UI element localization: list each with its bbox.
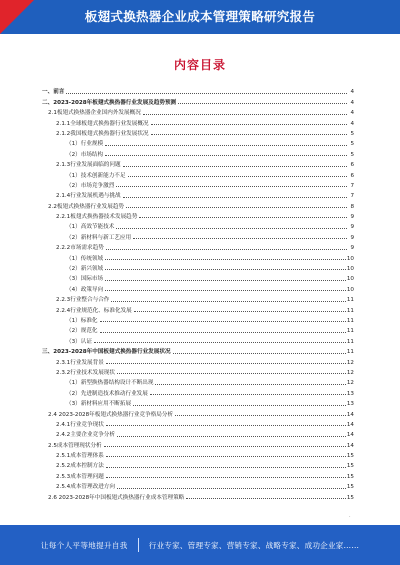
toc-entry-label: 2.5.1成本管理体系	[56, 453, 104, 460]
toc-leader-dots	[175, 414, 346, 416]
toc-entry-label: （3）认证	[66, 338, 92, 345]
toc-leader-dots	[100, 320, 346, 322]
toc-entry[interactable]	[42, 220, 354, 230]
toc-entry-page: 15	[346, 473, 354, 480]
page-marker: .	[349, 513, 351, 519]
toc-leader-dots	[94, 341, 346, 343]
toc-entry-page: 13	[346, 401, 354, 408]
toc-leader-dots	[134, 310, 346, 312]
toc-leader-dots	[173, 352, 346, 354]
toc-entry-page: 9	[350, 234, 354, 241]
toc-entry-label: 2.1.4行业发展机遇与挑战	[56, 193, 121, 200]
toc-entry-page: 10	[346, 266, 354, 273]
toc-entry[interactable]	[42, 230, 354, 240]
toc-entry-label: （1）行业规模	[66, 141, 104, 148]
toc-leader-dots	[123, 196, 347, 198]
toc-entry[interactable]	[42, 334, 354, 344]
toc-leader-dots	[106, 424, 346, 426]
toc-entry[interactable]	[42, 158, 354, 168]
toc-entry[interactable]	[42, 179, 354, 189]
toc-entry-page: 12	[346, 369, 354, 376]
toc-leader-dots	[151, 123, 347, 125]
toc-entry[interactable]	[42, 314, 354, 324]
toc-entry[interactable]	[42, 168, 354, 178]
footer-bar	[0, 525, 400, 565]
toc-entry-page: 6	[350, 162, 354, 169]
toc-entry-label: （1）高效节能技术	[66, 224, 115, 231]
toc-entry[interactable]	[42, 199, 354, 209]
toc-entry[interactable]	[42, 438, 354, 448]
toc-entry-label: 一、前言	[42, 89, 65, 96]
toc-leader-dots	[111, 300, 345, 302]
toc-entry[interactable]	[42, 147, 354, 157]
toc-entry-label: （2）新材料与新工艺应用	[66, 234, 132, 241]
footer-divider	[138, 538, 139, 552]
toc-leader-dots	[151, 133, 347, 135]
toc-entry[interactable]	[42, 480, 354, 490]
toc-entry-label: （1）标准化	[66, 317, 98, 324]
toc-entry-page: 13	[346, 390, 354, 397]
table-of-contents	[42, 85, 354, 501]
toc-entry[interactable]	[42, 106, 354, 116]
toc-entry-page: 15	[346, 494, 354, 501]
toc-leader-dots	[105, 154, 347, 156]
toc-entry-page: 15	[346, 463, 354, 470]
toc-entry-label: 2.5成本管理现状分析	[48, 442, 102, 449]
toc-entry-label: 2.4 2023-2028年板翅式换热器行业竞争格局分析	[48, 411, 174, 418]
toc-leader-dots	[105, 144, 347, 146]
toc-leader-dots	[106, 455, 346, 457]
toc-entry-page: 11	[346, 328, 354, 335]
toc-leader-dots	[117, 435, 346, 437]
toc-entry-label: 2.2.3行业整合与合作	[56, 297, 110, 304]
toc-entry-page: 9	[350, 214, 354, 221]
toc-leader-dots	[150, 393, 346, 395]
toc-entry-label: （1）新型换热器结构设计不断出现	[66, 380, 154, 387]
toc-entry[interactable]	[42, 490, 354, 500]
toc-entry-label: 2.2.1板翅式换热器技术发展趋势	[56, 214, 138, 221]
toc-leader-dots	[105, 279, 346, 281]
toc-entry-page: 4	[350, 110, 354, 117]
toc-entry-page: 6	[350, 172, 354, 179]
toc-entry[interactable]	[42, 366, 354, 376]
toc-entry-label: （3）国际市场	[66, 276, 104, 283]
footer-experts: 行业专家、管理专家、营销专家、战略专家、成功企业家……	[148, 540, 360, 550]
toc-leader-dots	[105, 289, 346, 291]
toc-leader-dots	[105, 258, 346, 260]
toc-leader-dots	[155, 383, 345, 385]
toc-entry-label: 2.1.1全球板翅式换热器行业发展概况	[56, 120, 149, 127]
toc-entry-page: 9	[350, 245, 354, 252]
toc-entry-label: 2.5.4成本管理改进方向	[56, 484, 115, 491]
toc-entry-label: 2.5.2成本控制方法	[56, 463, 104, 470]
toc-entry-label: 2.2.4行业规范化、标准化发展	[56, 307, 132, 314]
document-title: 板翅式换热器企业成本管理策略研究报告	[84, 9, 316, 24]
toc-entry-label: 2.4.2主要企业竞争分析	[56, 432, 115, 439]
toc-entry[interactable]	[42, 376, 354, 386]
toc-leader-dots	[116, 227, 347, 229]
toc-entry[interactable]	[42, 293, 354, 303]
toc-entry[interactable]	[42, 189, 354, 199]
toc-entry-label: （3）新材料应用不断拓展	[66, 401, 132, 408]
toc-entry-label: 2.4.1行业竞争现状	[56, 421, 104, 428]
toc-entry[interactable]	[42, 459, 354, 469]
toc-leader-dots	[178, 102, 347, 104]
toc-entry[interactable]	[42, 345, 354, 355]
toc-entry-label: 二、2023-2028年板翅式换热器行业发展及趋势预测	[42, 99, 177, 106]
toc-entry[interactable]	[42, 449, 354, 459]
toc-entry[interactable]	[42, 116, 354, 126]
toc-entry-label: 2.1板翅式换热器企业国内外发展概况	[48, 110, 141, 117]
header-bar	[0, 0, 400, 34]
toc-entry-label: 2.2.2市场需求趋势	[56, 245, 104, 252]
toc-entry-page: 14	[346, 411, 354, 418]
toc-entry[interactable]	[42, 428, 354, 438]
toc-entry[interactable]	[42, 210, 354, 220]
toc-entry-label: （2）市场竞争激烈	[66, 182, 115, 189]
toc-entry-page: 5	[350, 130, 354, 137]
toc-entry-label: （1）传统领域	[66, 255, 104, 262]
toc-entry-label: 2.2板翅式换热器行业发展趋势	[48, 203, 125, 210]
toc-leader-dots	[116, 185, 347, 187]
toc-leader-dots	[106, 476, 346, 478]
toc-entry-label: 2.5.3成本管理问题	[56, 473, 104, 480]
toc-entry-page: 10	[346, 286, 354, 293]
toc-entry[interactable]	[42, 251, 354, 261]
toc-leader-dots	[105, 268, 346, 270]
toc-leader-dots	[106, 248, 347, 250]
toc-entry-page: 7	[350, 182, 354, 189]
toc-leader-dots	[143, 113, 347, 115]
toc-entry-label: （2）先进制造技术推动行业发展	[66, 390, 148, 397]
toc-leader-dots	[106, 466, 346, 468]
toc-entry-page: 4	[350, 99, 354, 106]
toc-entry-label: 三、2023-2028年中国板翅式换热器行业发展状况	[42, 349, 171, 356]
toc-entry[interactable]	[42, 95, 354, 105]
toc-entry-page: 5	[350, 141, 354, 148]
footer-slogan: 让每个人平等地提升自我	[40, 540, 128, 550]
toc-leader-dots	[186, 497, 346, 499]
toc-leader-dots	[126, 206, 347, 208]
toc-entry[interactable]	[42, 355, 354, 365]
toc-entry[interactable]	[42, 407, 354, 417]
toc-entry-page: 11	[346, 349, 354, 356]
toc-leader-dots	[117, 487, 346, 489]
toc-entry-label: 2.1.2我国板翅式换热器行业发展状况	[56, 130, 149, 137]
toc-entry-page: 11	[346, 297, 354, 304]
toc-entry-page: 5	[350, 151, 354, 158]
toc-entry[interactable]	[42, 137, 354, 147]
toc-leader-dots	[104, 445, 346, 447]
toc-entry[interactable]	[42, 262, 354, 272]
toc-entry-page: 8	[350, 203, 354, 210]
toc-entry[interactable]	[42, 282, 354, 292]
toc-leader-dots	[123, 165, 347, 167]
toc-entry-page: 11	[346, 317, 354, 324]
toc-entry-page: 14	[346, 421, 354, 428]
toc-entry-label: 2.3.1行业发展背景	[56, 359, 104, 366]
toc-entry-page: 15	[346, 453, 354, 460]
toc-entry-page: 14	[346, 432, 354, 439]
toc-entry-label: （2）新兴领域	[66, 266, 104, 273]
toc-entry[interactable]	[42, 418, 354, 428]
toc-leader-dots	[139, 216, 347, 218]
toc-entry-page: 10	[346, 276, 354, 283]
toc-heading: 内容目录	[173, 58, 226, 72]
toc-entry-label: 2.1.3行业发展面临的问题	[56, 162, 121, 169]
toc-entry-page: 11	[346, 307, 354, 314]
toc-entry[interactable]	[42, 469, 354, 479]
toc-entry-label: （2）市场结构	[66, 151, 104, 158]
toc-leader-dots	[133, 237, 347, 239]
toc-entry-label: 2.3.2行业技术发展现状	[56, 369, 115, 376]
toc-entry[interactable]	[42, 303, 354, 313]
toc-entry-page: 4	[350, 89, 354, 96]
toc-entry-page: 7	[350, 193, 354, 200]
toc-entry-page: 12	[346, 359, 354, 366]
toc-leader-dots	[117, 372, 346, 374]
toc-entry[interactable]	[42, 127, 354, 137]
toc-entry-label: （1）技术创新能力不足	[66, 172, 126, 179]
toc-entry-page: 10	[346, 255, 354, 262]
toc-entry-label: （2）规范化	[66, 328, 98, 335]
toc-leader-dots	[133, 404, 346, 406]
toc-entry[interactable]	[42, 324, 354, 334]
toc-entry[interactable]	[42, 241, 354, 251]
toc-entry[interactable]	[42, 386, 354, 396]
toc-leader-dots	[66, 92, 347, 94]
toc-leader-dots	[100, 331, 346, 333]
toc-entry-page: 12	[346, 380, 354, 387]
toc-entry-page: 15	[346, 484, 354, 491]
toc-entry-page: 14	[346, 442, 354, 449]
toc-entry[interactable]	[42, 85, 354, 95]
toc-entry-page: 11	[346, 338, 354, 345]
toc-entry-page: 4	[350, 120, 354, 127]
toc-leader-dots	[106, 362, 346, 364]
toc-entry[interactable]	[42, 272, 354, 282]
toc-entry-page: 9	[350, 224, 354, 231]
toc-entry[interactable]	[42, 397, 354, 407]
toc-entry-label: 2.6 2023-2028年中国板翅式换热器行业成本管理策略	[48, 494, 185, 501]
toc-entry-label: （4）政策导向	[66, 286, 104, 293]
toc-leader-dots	[128, 175, 348, 177]
